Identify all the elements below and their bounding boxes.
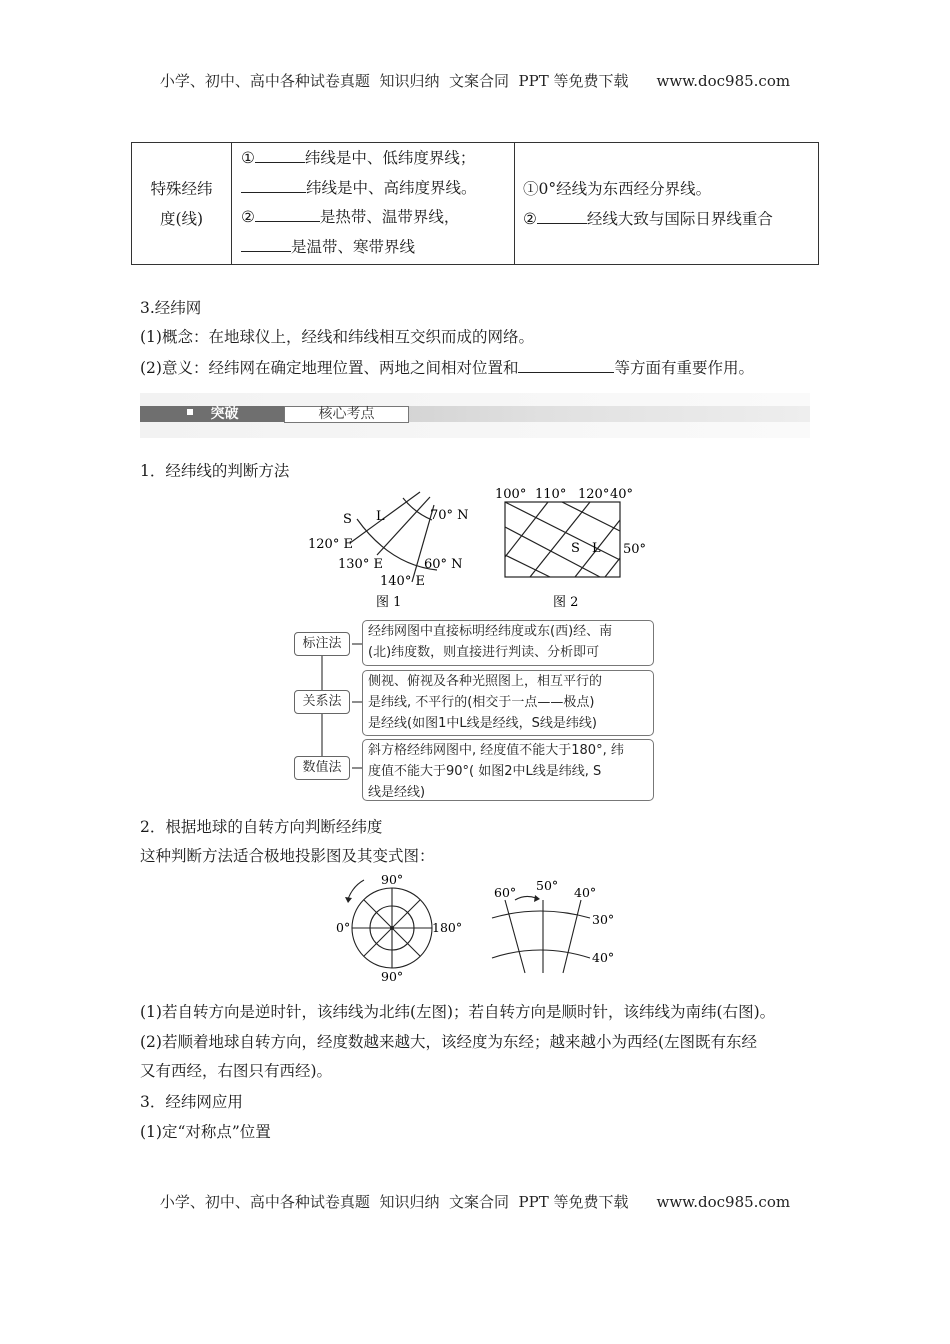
method-box-value: 斜方格经纬网图中, 经度值不能大于180°, 纬 度值不能大于90°( 如图2中L线是纬线, S 线是经线) <box>362 739 654 801</box>
figure-1-diagram <box>300 485 470 610</box>
section-banner <box>140 393 810 438</box>
lat-line-4: 是温带、寒带界线 <box>241 233 514 263</box>
svg-text:L: L <box>592 541 601 556</box>
svg-text:120° E: 120° E <box>308 537 353 552</box>
svg-text:图 2: 图 2 <box>553 595 579 610</box>
section-3-item-1: (1)概念：在地球仪上，经线和纬线相互交织而成的网络。 <box>140 328 534 346</box>
header-site-link[interactable]: www.doc985.com <box>656 72 791 90</box>
svg-text:L: L <box>376 509 385 524</box>
svg-text:40°: 40° <box>574 885 597 900</box>
svg-text:S: S <box>343 512 352 527</box>
svg-text:40°: 40° <box>592 950 615 965</box>
point-2-item-2a: (2)若顺着地球自转方向，经度数越来越大，该经度为东经；越来越小为西经(左图既有东经 <box>140 1033 758 1051</box>
blank-field[interactable] <box>241 237 291 252</box>
blank-field[interactable] <box>255 148 305 163</box>
banner-tag-breakthrough: 突破 <box>140 406 285 422</box>
sector-projection-diagram <box>480 870 620 980</box>
section-3-item-2: (2)意义：经纬网在确定地理位置、两地之间相对位置和 等方面有重要作用。 <box>140 359 754 377</box>
label-line-2: 度(线) <box>159 209 204 228</box>
svg-text:图 1: 图 1 <box>376 595 402 610</box>
svg-text:120°: 120° <box>578 487 610 502</box>
point-3-title: 3．经纬网应用 <box>140 1093 243 1111</box>
svg-text:90°: 90° <box>381 969 404 984</box>
svg-text:130° E: 130° E <box>338 557 383 572</box>
svg-text:40°: 40° <box>610 487 634 502</box>
table-row-label <box>132 143 232 264</box>
svg-text:60°: 60° <box>494 885 517 900</box>
footer-site-link[interactable]: www.doc985.com <box>656 1193 791 1211</box>
point-2-item-1: (1)若自转方向是逆时针，该纬线为北纬(左图)；若自转方向是顺时针，该纬线为南纬(右图)。 <box>140 1003 776 1021</box>
method-label-annotation: 标注法 <box>294 632 350 656</box>
special-lines-table <box>131 142 819 265</box>
svg-text:140° E: 140° E <box>380 574 425 589</box>
point-2-item-2b: 又有西经，右图只有西经)。 <box>140 1062 333 1080</box>
blank-field[interactable] <box>241 178 306 193</box>
square-bullet-icon <box>187 409 193 415</box>
methods-diagram <box>290 618 660 803</box>
point-1-title: 1．经纬线的判断方法 <box>140 462 290 480</box>
blank-field[interactable] <box>255 207 320 222</box>
point-3-item-1: (1)定“对称点”位置 <box>140 1123 271 1141</box>
lon-line-2: ② 经线大致与国际日界线重合 <box>523 209 773 228</box>
method-label-relation: 关系法 <box>294 690 350 714</box>
label-line-1: 特殊经纬 <box>150 179 213 198</box>
lat-line-3: ② 是热带、温带界线， <box>241 208 460 226</box>
point-2-title: 2．根据地球的自转方向判断经纬度 <box>140 818 383 836</box>
figure-2-diagram <box>490 485 660 610</box>
lon-line-1: ①0°经线为东西经分界线。 <box>523 179 712 198</box>
method-label-value: 数值法 <box>294 756 350 780</box>
method-box-relation: 侧视、俯视及各种光照图上，相互平行的 是纬线, 不平行的(相交于一点——极点) 是经线(如图1中L线是经线，S线是纬线) <box>362 670 654 736</box>
svg-text:180°: 180° <box>432 920 463 935</box>
section-3-title: 3.经纬网 <box>140 299 202 317</box>
blank-field[interactable] <box>518 358 614 373</box>
svg-text:0°: 0° <box>336 920 351 935</box>
polar-projection-diagram <box>330 870 465 985</box>
header-text: 小学、初中、高中各种试卷真题 知识归纳 文案合同 PPT 等免费下载 <box>159 72 629 90</box>
lat-line-2: 纬线是中、高纬度界线。 <box>241 174 514 204</box>
svg-text:50°: 50° <box>536 878 559 893</box>
svg-text:110°: 110° <box>535 487 567 502</box>
method-box-annotation: 经纬网图中直接标明经纬度或东(西)经、南 (北)纬度数，则直接进行判读、分析即可 <box>362 620 654 666</box>
svg-text:70° N: 70° N <box>430 508 469 523</box>
longitude-cell <box>515 143 818 264</box>
svg-text:90°: 90° <box>381 872 404 887</box>
lat-line-1: ① 纬线是中、低纬度界线； <box>241 149 476 167</box>
page-footer <box>0 1191 950 1212</box>
svg-text:100°: 100° <box>495 487 527 502</box>
blank-field[interactable] <box>537 209 587 224</box>
banner-tag-core-points: 核心考点 <box>284 406 409 423</box>
point-2-intro: 这种判断方法适合极地投影图及其变式图： <box>140 847 435 865</box>
page-header <box>0 70 950 91</box>
svg-text:30°: 30° <box>592 912 615 927</box>
svg-text:S: S <box>571 541 580 556</box>
svg-text:50°: 50° <box>623 542 647 557</box>
svg-text:60° N: 60° N <box>424 557 463 572</box>
latitude-cell <box>232 143 515 264</box>
footer-text: 小学、初中、高中各种试卷真题 知识归纳 文案合同 PPT 等免费下载 <box>159 1193 629 1211</box>
